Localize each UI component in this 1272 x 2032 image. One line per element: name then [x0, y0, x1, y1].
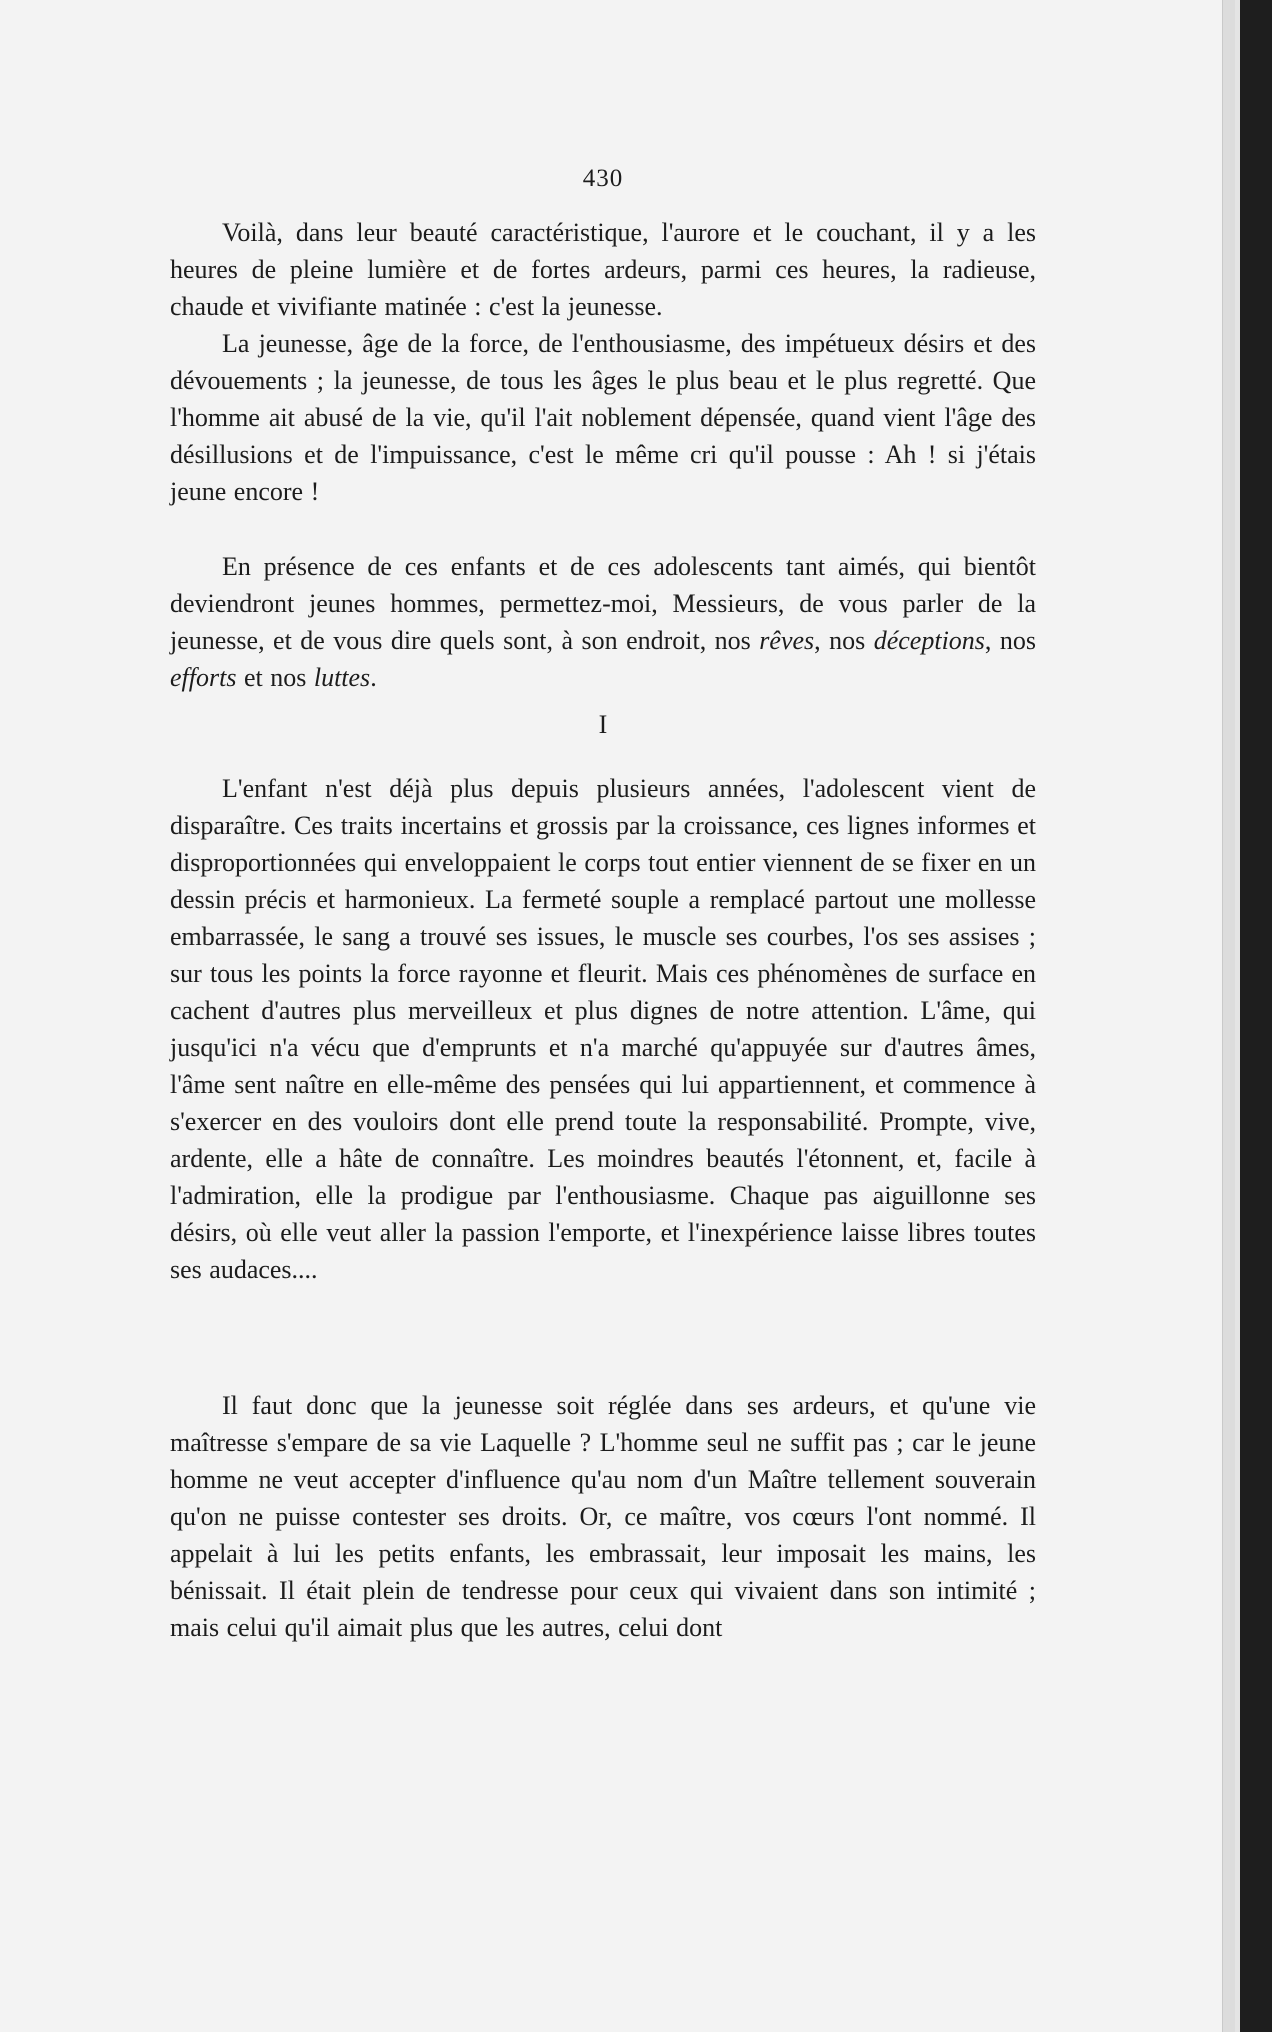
- paragraph-text: et nos: [236, 663, 314, 692]
- italic-word-deceptions: déceptions: [873, 626, 985, 655]
- paragraph-dawn-dusk: Voilà, dans leur beauté caractéristique, l'aurore et le couchant, il y a les heures de pleine lumière et de fortes ardeurs, parmi ces heures, la radieuse, chaude et vivifiante matinée : c'est la jeunesse.: [170, 218, 1036, 321]
- italic-word-efforts: efforts: [170, 663, 237, 692]
- paragraph-youth-regulated: Il faut donc que la jeunesse soit réglée dans ses ardeurs, et qu'une vie maîtresse s'empare de sa vie Laquelle ? L'homme seul ne suffit pas ; car le jeune homme ne veut accepter d'influence qu'au nom d'un Maître tellement souverain qu'on ne puisse contester ses droits. Or, ce maître, vos cœurs l'ont nommé. Il appelait à lui les petits enfants, les embrassait, leur imposait les mains, les bénissait. Il était plein de tendresse pour ceux qui vivaient dans son intimité ; mais celui qu'il aimait plus que les autres, celui dont: [170, 1391, 1036, 1642]
- page-number: 430: [582, 165, 624, 192]
- paragraph-presence-of-children: [170, 548, 1036, 696]
- paragraph-text: .: [370, 663, 377, 692]
- italic-word-reves: rêves: [759, 626, 815, 655]
- paragraph-youth-age-of-strength: La jeunesse, âge de la force, de l'enthousiasme, des impétueux désirs et des dévouements ; la jeunesse, de tous les âges le plus beau et le plus regretté. Que l'homme ait abusé de la vie, qu'il l'ait noblement dépensée, quand vient l'âge des désillusions et de l'impuissance, c'est le même cri qu'il pousse : Ah ! si j'étais jeune encore !: [170, 329, 1036, 506]
- page-edge-strip: [1222, 0, 1235, 2032]
- section-number: I: [598, 710, 608, 739]
- paragraph-text: , nos: [984, 626, 1036, 655]
- italic-word-luttes: luttes: [313, 663, 371, 692]
- paragraph-text: , nos: [814, 626, 874, 655]
- scan-edge-bar: [1240, 0, 1272, 2032]
- paragraph-text: En présence de ces enfants et de ces adolescents tant aimés, qui bientôt deviendront jeunes hommes, permettez-moi, Messieurs, de vous parler de la jeunesse, et de vous dire quels sont, à son endroit, nos: [170, 552, 1036, 655]
- paragraph-child-no-longer: L'enfant n'est déjà plus depuis plusieurs années, l'adolescent vient de disparaître. Ces traits incertains et grossis par la croissance, ces lignes informes et disproportionnées qui enveloppaient le corps tout entier viennent de se fixer en un dessin précis et harmonieux. La fermeté souple a remplacé partout une mollesse embarrassée, le sang a trouvé ses issues, le muscle ses courbes, l'os ses assises ; sur tous les points la force rayonne et fleurit. Mais ces phénomènes de surface en cachent d'autres plus merveilleux et plus dignes de notre attention. L'âme, qui jusqu'ici n'a vécu que d'emprunts et n'a marché qu'appuyée sur d'autres âmes, l'âme sent naître en elle-même des pensées qui lui appartiennent, et commence à s'exercer en des vouloirs dont elle prend toute la responsabilité. Prompte, vive, ardente, elle a hâte de connaître. Les moindres beautés l'étonnent, et, facile à l'admiration, elle la prodigue par l'enthousiasme. Chaque pas aiguillonne ses désirs, où elle veut aller la passion l'emporte, et l'inexpérience laisse libres toutes ses audaces....: [170, 774, 1036, 1284]
